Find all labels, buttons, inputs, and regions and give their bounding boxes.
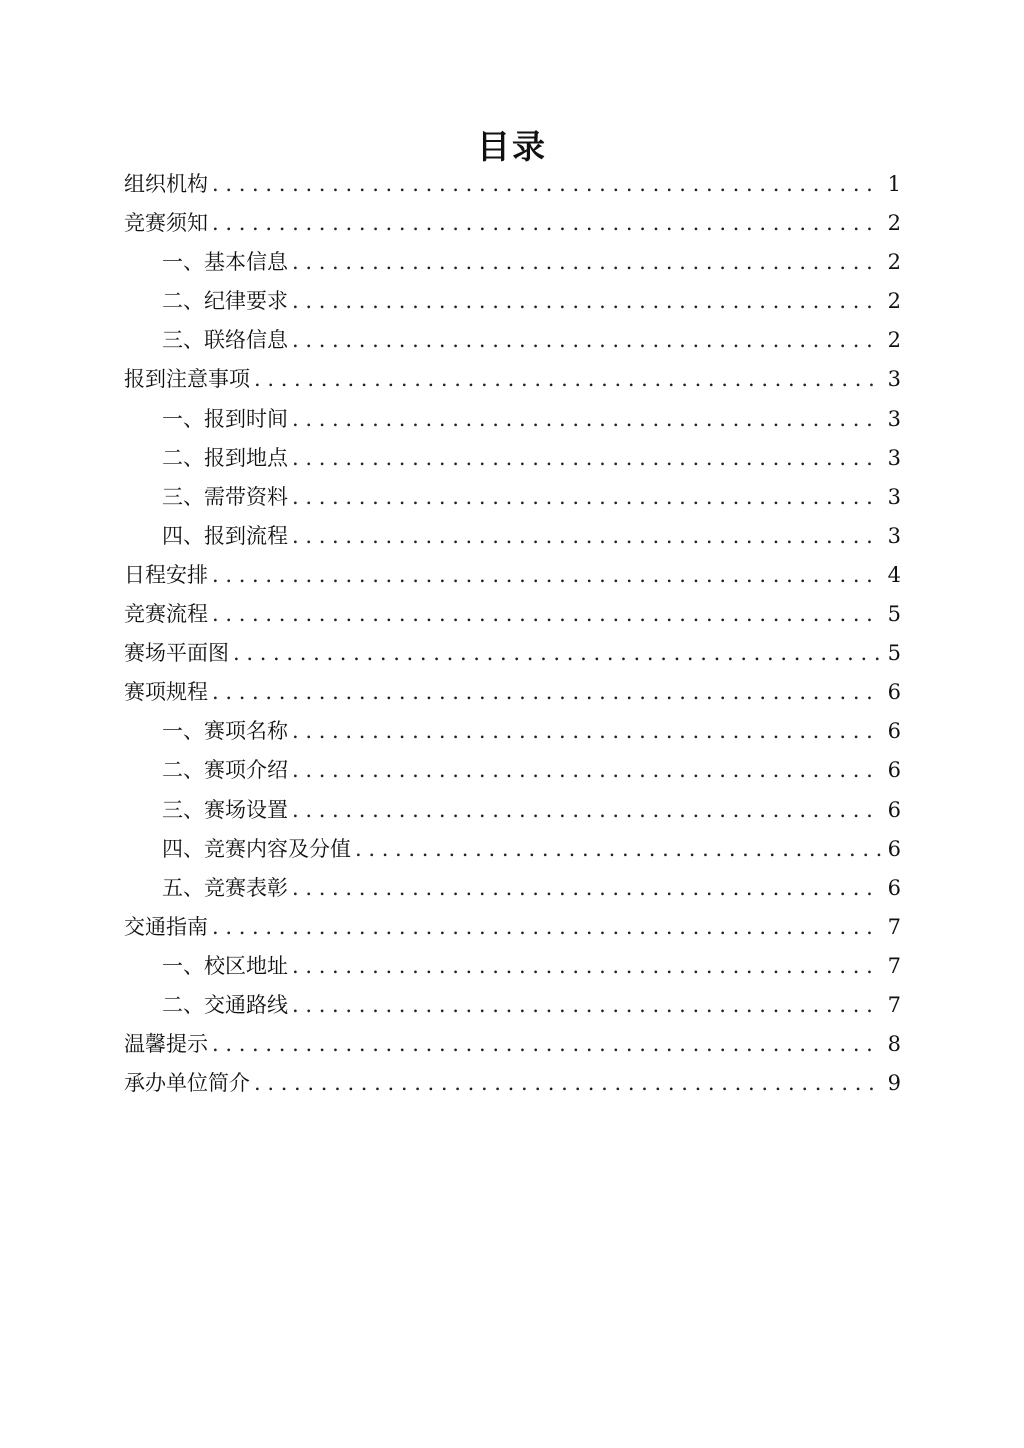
toc-entry-page-number: 7	[887, 914, 901, 939]
toc-entry-page-number: 7	[887, 953, 901, 978]
toc-entry-title: 一、基本信息	[162, 250, 288, 275]
toc-entry-title: 四、报到流程	[162, 523, 288, 548]
toc-entry-title: 二、交通路线	[162, 992, 288, 1017]
toc-entry[interactable]	[124, 165, 901, 204]
toc-entry-title: 赛项规程	[124, 680, 208, 705]
dot-leader	[292, 243, 881, 282]
toc-entry-page-number: 6	[887, 719, 901, 744]
toc-entry-title: 交通指南	[124, 914, 208, 939]
toc-entry[interactable]	[124, 830, 901, 869]
toc-entry-title: 组织机构	[124, 172, 208, 196]
toc-entry-page-number: 2	[887, 250, 901, 275]
toc-entry-page-number: 3	[887, 367, 901, 392]
toc-entry[interactable]	[124, 791, 901, 830]
toc-entry[interactable]	[124, 204, 901, 243]
toc-entry[interactable]	[124, 712, 901, 751]
toc-entry-title: 二、报到地点	[162, 445, 288, 470]
dot-leader	[355, 830, 881, 869]
dot-leader	[212, 595, 881, 634]
toc-entry-title: 三、赛场设置	[162, 797, 288, 822]
toc-entry-page-number: 4	[887, 562, 901, 587]
dot-leader	[292, 791, 881, 830]
toc-entry-page-number: 5	[887, 602, 901, 627]
toc-entry[interactable]	[124, 517, 901, 556]
dot-leader	[212, 204, 881, 243]
toc-entry-title: 四、竞赛内容及分值	[162, 836, 351, 861]
dot-leader	[254, 1064, 881, 1103]
dot-leader	[292, 986, 881, 1025]
dot-leader	[292, 751, 881, 790]
toc-entry-title: 三、需带资料	[162, 484, 288, 509]
dot-leader	[292, 321, 881, 360]
toc-entry[interactable]	[124, 360, 901, 399]
toc-entry-title: 日程安排	[124, 562, 208, 587]
dot-leader	[212, 165, 881, 204]
dot-leader	[292, 439, 881, 478]
toc-entry-title: 温馨提示	[124, 1032, 208, 1057]
toc-entry[interactable]	[124, 439, 901, 478]
toc-entry-title: 二、纪律要求	[162, 289, 288, 314]
toc-entry-title: 一、报到时间	[162, 406, 288, 431]
toc-entry-title: 二、赛项介绍	[162, 758, 288, 783]
toc-entry-page-number: 3	[887, 445, 901, 470]
dot-leader	[292, 712, 881, 751]
toc-entry[interactable]	[124, 751, 901, 790]
toc-entry[interactable]	[124, 1064, 901, 1103]
toc-entry-title: 三、联络信息	[162, 328, 288, 353]
toc-entry[interactable]	[124, 947, 901, 986]
toc-entry[interactable]	[124, 478, 901, 517]
dot-leader	[212, 1025, 881, 1064]
toc-entry[interactable]	[124, 673, 901, 712]
toc-entry-page-number: 6	[887, 875, 901, 900]
dot-leader	[212, 673, 881, 712]
toc-entry[interactable]	[124, 1025, 901, 1064]
dot-leader	[254, 360, 881, 399]
toc-entry-title: 赛场平面图	[124, 641, 229, 666]
toc-entry-page-number: 6	[887, 680, 901, 705]
toc-entry[interactable]	[124, 986, 901, 1025]
dot-leader	[292, 282, 881, 321]
dot-leader	[233, 634, 881, 673]
toc-entry[interactable]	[124, 282, 901, 321]
dot-leader	[292, 947, 881, 986]
toc-entry-page-number: 2	[887, 328, 901, 353]
toc-entry[interactable]	[124, 869, 901, 908]
toc-entry-title: 一、校区地址	[162, 953, 288, 978]
toc-entry-title: 竞赛流程	[124, 602, 208, 627]
toc-entry-page-number: 2	[887, 289, 901, 314]
toc-entry-page-number: 2	[887, 211, 901, 236]
toc-entry-page-number: 8	[887, 1032, 901, 1057]
toc-entry[interactable]	[124, 556, 901, 595]
dot-leader	[212, 556, 881, 595]
dot-leader	[292, 400, 881, 439]
toc-entry-page-number: 3	[887, 523, 901, 548]
toc-entry[interactable]	[124, 400, 901, 439]
toc-entry-page-number: 9	[887, 1071, 901, 1096]
dot-leader	[292, 478, 881, 517]
toc-entry-page-number: 1	[887, 172, 901, 196]
toc-entry-page-number: 6	[887, 797, 901, 822]
toc-entry-title: 竞赛须知	[124, 211, 208, 236]
toc-entry-page-number: 5	[887, 641, 901, 666]
dot-leader	[292, 869, 881, 908]
toc-entry-page-number: 3	[887, 484, 901, 509]
dot-leader	[292, 517, 881, 556]
toc-entry[interactable]	[124, 243, 901, 282]
toc-list	[124, 165, 901, 1103]
toc-entry-title: 承办单位简介	[124, 1071, 250, 1096]
toc-entry-title: 报到注意事项	[124, 367, 250, 392]
toc-entry-title: 五、竞赛表彰	[162, 875, 288, 900]
toc-entry[interactable]	[124, 321, 901, 360]
toc-entry-page-number: 6	[887, 836, 901, 861]
toc-entry-page-number: 7	[887, 992, 901, 1017]
toc-entry-title: 一、赛项名称	[162, 719, 288, 744]
toc-entry[interactable]	[124, 634, 901, 673]
dot-leader	[212, 908, 881, 947]
toc-entry[interactable]	[124, 908, 901, 947]
toc-entry[interactable]	[124, 595, 901, 634]
toc-entry-page-number: 3	[887, 406, 901, 431]
toc-title: 目录	[477, 127, 547, 166]
toc-entry-page-number: 6	[887, 758, 901, 783]
